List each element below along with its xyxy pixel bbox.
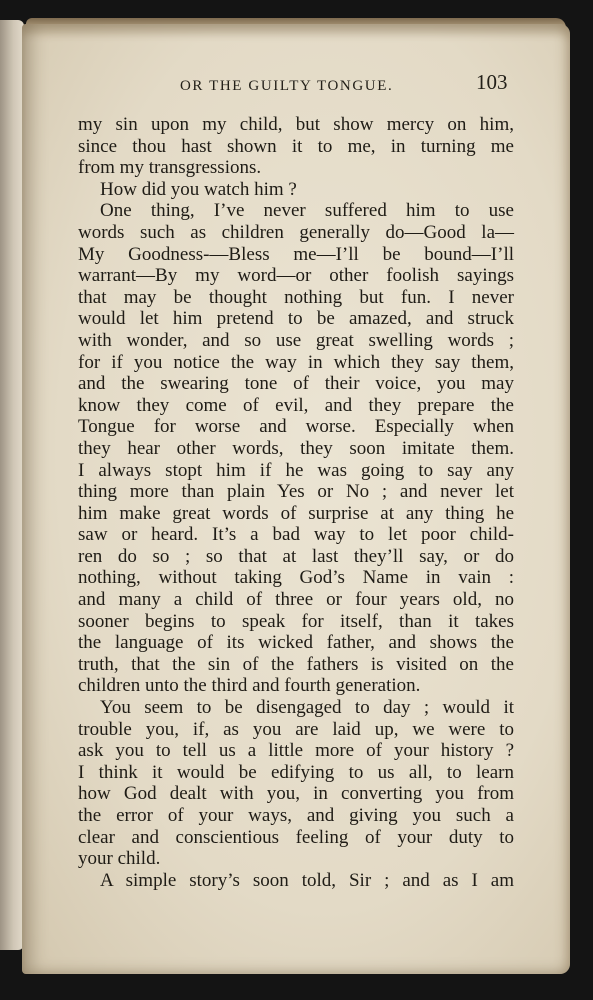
text-line: sooner begins to speak for itself, than it takes xyxy=(78,610,514,632)
text-line: and many a child of three or four years old, no xyxy=(78,589,514,611)
text-line: ask you to tell us a little more of your history ? xyxy=(78,740,514,762)
text-line: I think it would be edifying to us all, to learn xyxy=(78,761,514,783)
text-line: Tongue for worse and worse. Especially when xyxy=(78,416,514,438)
text-line: saw or heard. It’s a bad way to let poor child- xyxy=(78,524,514,546)
text-line: How did you watch him ? xyxy=(100,178,297,200)
text-line: know they come of evil, and they prepare the xyxy=(78,394,514,416)
text-line: him make great words of surprise at any thing he xyxy=(78,502,514,524)
text-line: my sin upon my child, but show mercy on him, xyxy=(78,114,514,135)
previous-page-edge xyxy=(0,20,24,950)
text-line: clear and conscientious feeling of your duty to xyxy=(78,826,514,848)
text-line: words such as children generally do—Good la— xyxy=(78,221,514,243)
text-line: You seem to be disengaged to day ; would it xyxy=(100,697,514,719)
text-line: the error of your ways, and giving you such a xyxy=(78,805,514,826)
text-line: truth, that the sin of the fathers is visited on the xyxy=(78,653,514,675)
running-head: OR THE GUILTY TONGUE. xyxy=(180,78,394,94)
body-text xyxy=(78,114,514,891)
text-line: nothing, without taking God’s Name in vain : xyxy=(78,567,514,589)
text-line: thing more than plain Yes or No ; and never let xyxy=(78,481,514,503)
text-line: My Goodness-—Bless me—I’ll be bound—I’ll xyxy=(78,243,514,265)
text-line: One thing, I’ve never suffered him to use xyxy=(100,200,514,222)
text-line: how God dealt with you, in converting you from xyxy=(78,783,514,805)
text-line: ren do so ; so that at last they’ll say, or do xyxy=(78,545,514,567)
text-line: trouble you, if, as you are laid up, we were to xyxy=(78,718,514,740)
text-line: warrant—By my word—or other foolish sayings xyxy=(78,265,514,287)
text-line: since thou hast shown it to me, in turning me xyxy=(78,135,514,157)
text-line: and the swearing tone of their voice, you may xyxy=(78,373,514,395)
text-line: A simple story’s soon told, Sir ; and as I am xyxy=(100,869,514,891)
text-line: they hear other words, they soon imitate them. xyxy=(78,437,514,459)
text-line: children unto the third and fourth generation. xyxy=(78,675,421,697)
page-number: 103 xyxy=(476,70,508,94)
text-line: your child. xyxy=(78,848,161,870)
text-line: from my transgressions. xyxy=(78,157,262,179)
text-line: with wonder, and so use great swelling words ; xyxy=(78,329,514,351)
text-line: that may be thought nothing but fun. I never xyxy=(78,286,514,308)
text-line: I always stopt him if he was going to say any xyxy=(78,459,514,481)
text-line: the language of its wicked father, and shows the xyxy=(78,632,514,654)
text-line: for if you notice the way in which they say them, xyxy=(78,351,514,373)
text-line: would let him pretend to be amazed, and struck xyxy=(78,308,514,330)
